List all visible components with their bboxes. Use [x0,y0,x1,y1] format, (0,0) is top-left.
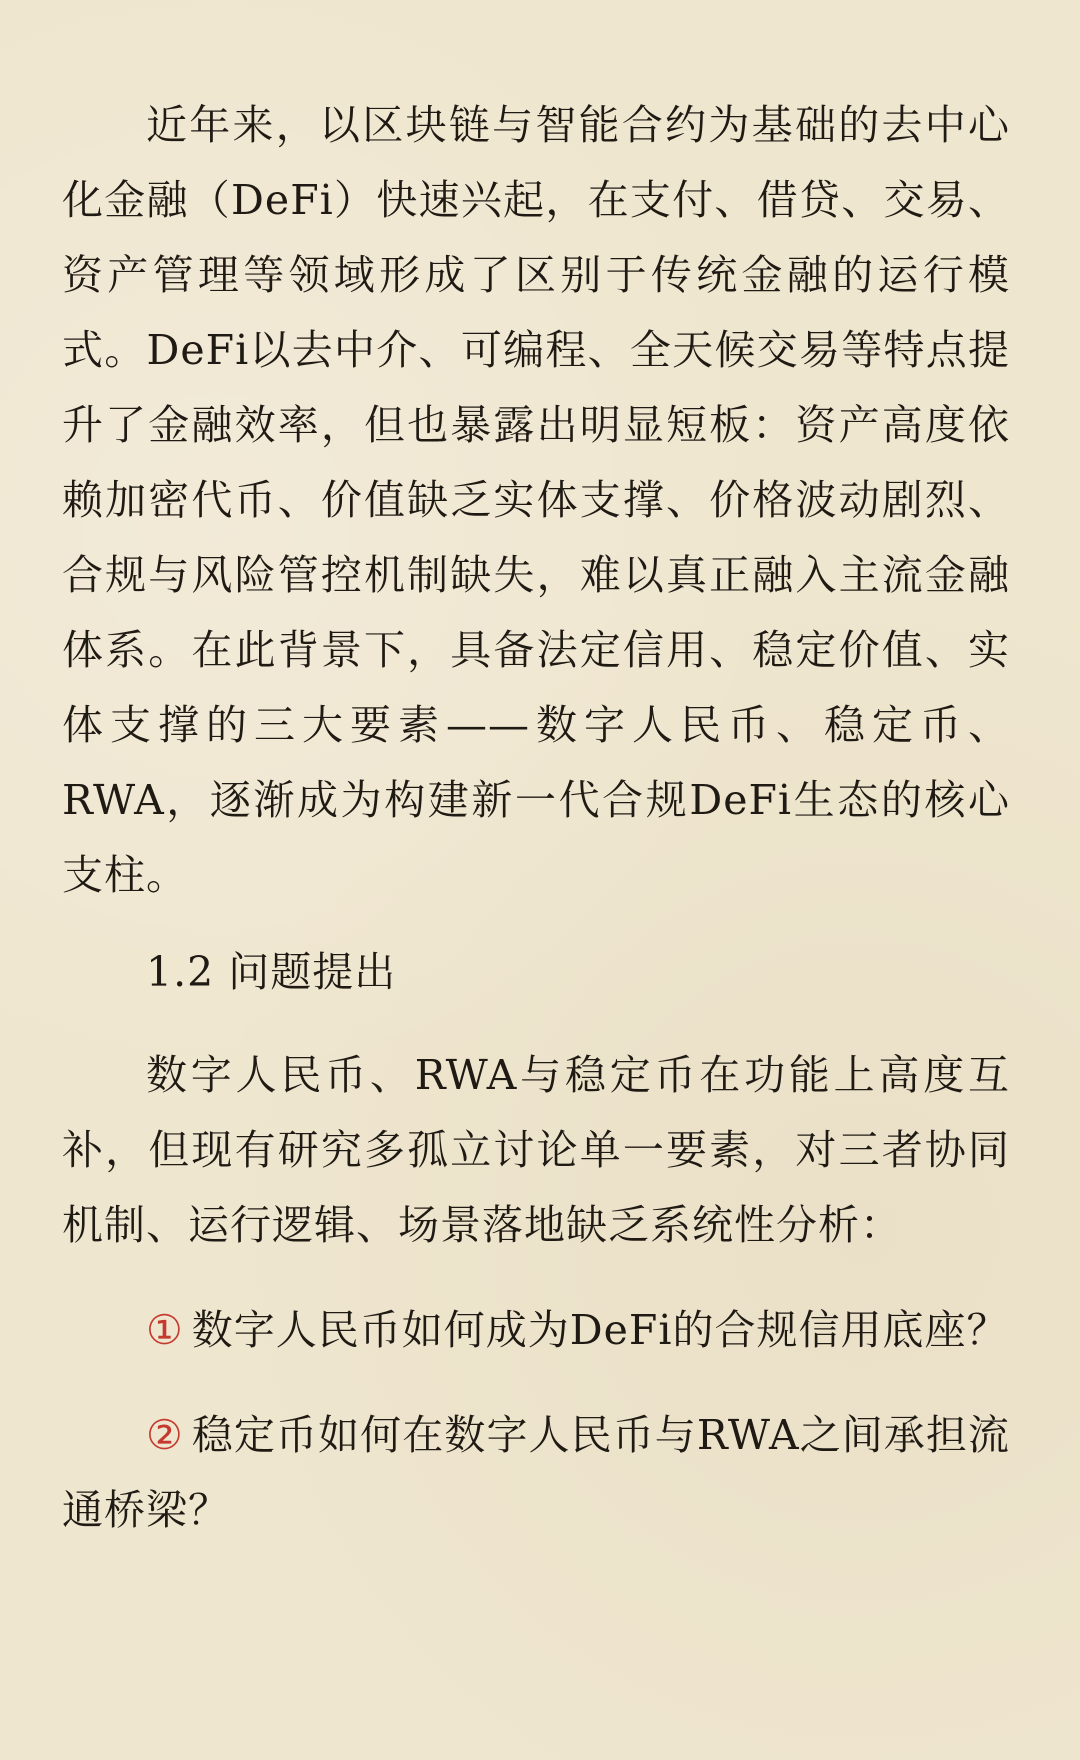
body-paragraph-problem: 数字人民币、RWA与稳定币在功能上高度互补，但现有研究多孤立讨论单一要素，对三者协同机制、运行逻辑、场景落地缺乏系统性分析： [62,1051,1010,1249]
question-item-1 [62,1293,1010,1368]
circled-number-1-icon: ① [146,1306,184,1354]
question-text-1: 数字人民币如何成为DeFi的合规信用底座？ [191,1306,1009,1354]
section-heading: 1.2 问题提出 [146,948,397,996]
question-item-2 [62,1398,1010,1548]
question-text-2: 稳定币如何在数字人民币与RWA之间承担流通桥梁？ [62,1411,1010,1534]
body-paragraph-intro: 近年来，以区块链与智能合约为基础的去中心化金融（DeFi）快速兴起，在支付、借贷、交易、资产管理等领域形成了区别于传统金融的运行模式。DeFi以去中介、可编程、全天候交易等特点提升了金融效率，但也暴露出明显短板：资产高度依赖加密代币、价值缺乏实体支撑、价格波动剧烈、合规与风险管控机制缺失，难以真正融入主流金融体系。在此背景下，具备法定信用、稳定价值、实体支撑的三大要素——数字人民币、稳定币、RWA，逐渐成为构建新一代合规DeFi生态的核心支柱。 [62,101,1010,899]
circled-number-2-icon: ② [146,1411,184,1459]
